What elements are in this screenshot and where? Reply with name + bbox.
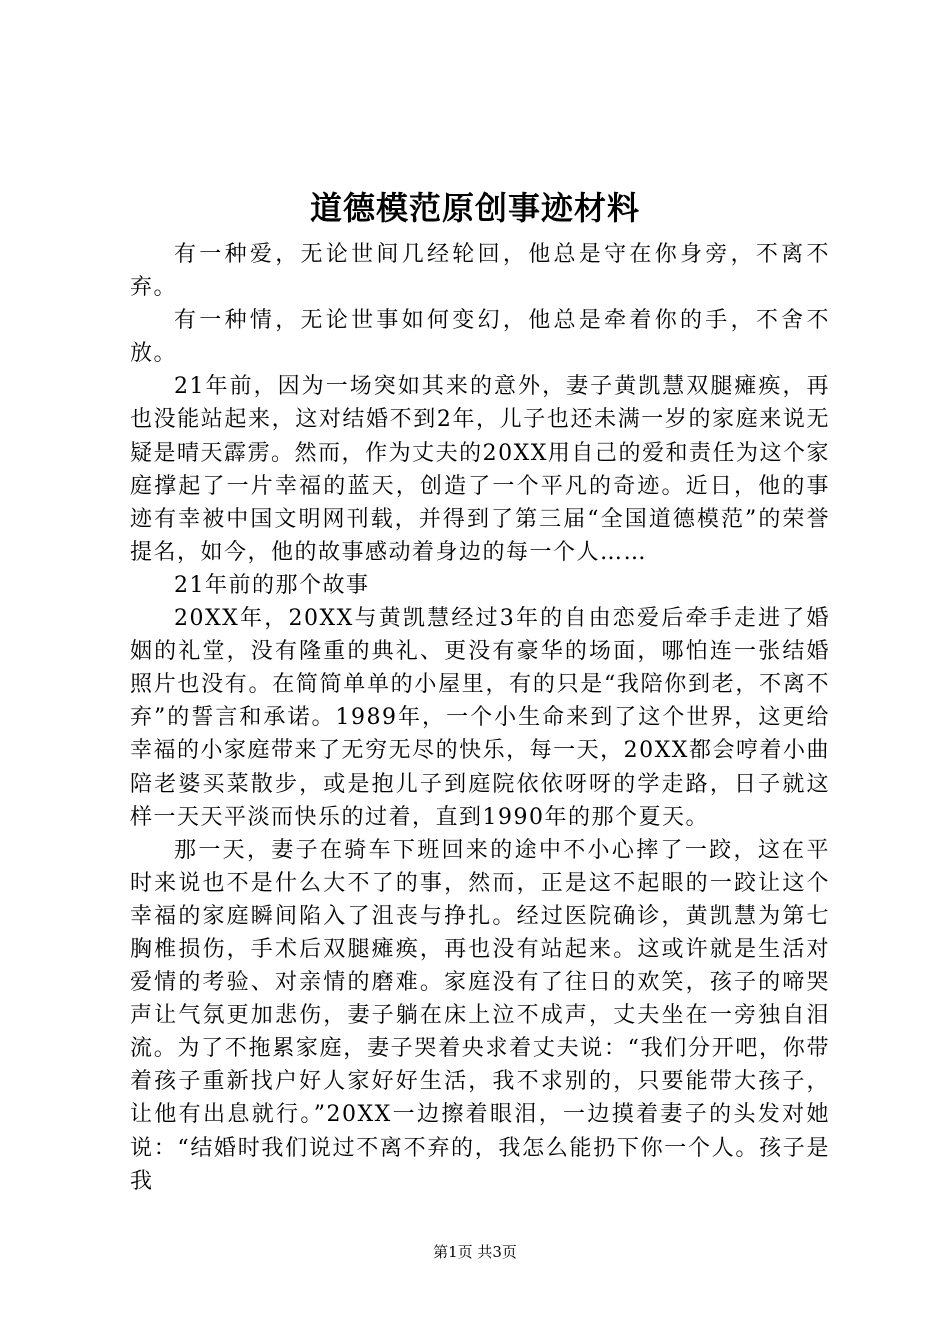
paragraph: 那一天，妻子在骑车下班回来的途中不小心摔了一跤，这在平时来说也不是什么大不了的事，然而，正是这不起眼的一跤让这个幸福的家庭瞬间陷入了沮丧与挣扎。经过医院确诊，黄凯慧为第七胸椎损伤，手术后双腿瘫痪，再也没有站起来。这或许就是生活对爱情的考验、对亲情的磨难。家庭没有了往日的欢笑，孩子的啼哭声让气氛更加悲伤，妻子躺在床上泣不成声，丈夫坐在一旁独自泪流。为了不拖累家庭，妻子哭着央求着丈夫说：“我们分开吧，你带着孩子重新找户好人家好好生活，我不求别的，只要能带大孩子，让他有出息就行。”20XX一边擦着眼泪，一边摸着妻子的头发对她说：“结婚时我们说过不离不弃的，我怎么能扔下你一个人。孩子是我: [130, 837, 830, 1194]
paragraph: 有一种情，无论世事如何变幻，他总是牵着你的手，不舍不放。: [130, 308, 830, 367]
section-heading: 21年前的那个故事: [174, 572, 370, 598]
document-body: [130, 238, 830, 1198]
paragraph: 21年前，因为一场突如其来的意外，妻子黄凯慧双腿瘫痪，再也没能站起来，这对结婚不到2年，儿子也还未满一岁的家庭来说无疑是晴天霹雳。然而，作为丈夫的20XX用自己的爱和责任为这个家庭撑起了一片幸福的蓝天，创造了一个平凡的奇迹。近日，他的事迹有幸被中国文明网刊载，并得到了第三届“全国道德模范”的荣誉提名，如今，他的故事感动着身边的每一个人……: [130, 374, 830, 565]
document-title: 道德模范原创事迹材料: [309, 189, 640, 227]
paragraph: 20XX年，20XX与黄凯慧经过3年的自由恋爱后牵手走进了婚姻的礼堂，没有隆重的典礼、更没有豪华的场面，哪怕连一张结婚照片也没有。在简简单单的小屋里，有的只是“我陪你到老，不离不弃”的誓言和承诺。1989年，一个小生命来到了这个世界，这更给幸福的小家庭带来了无穷无尽的快乐，每一天，20XX都会哼着小曲陪老婆买菜散步，或是抱儿子到庭院依依呀呀的学走路，日子就这样一天天平淡而快乐的过着，直到1990年的那个夏天。: [130, 606, 830, 830]
page-footer: 第1页 共3页: [433, 1243, 517, 1261]
paragraph: 有一种爱，无论世间几经轮回，他总是守在你身旁，不离不弃。: [130, 242, 830, 301]
